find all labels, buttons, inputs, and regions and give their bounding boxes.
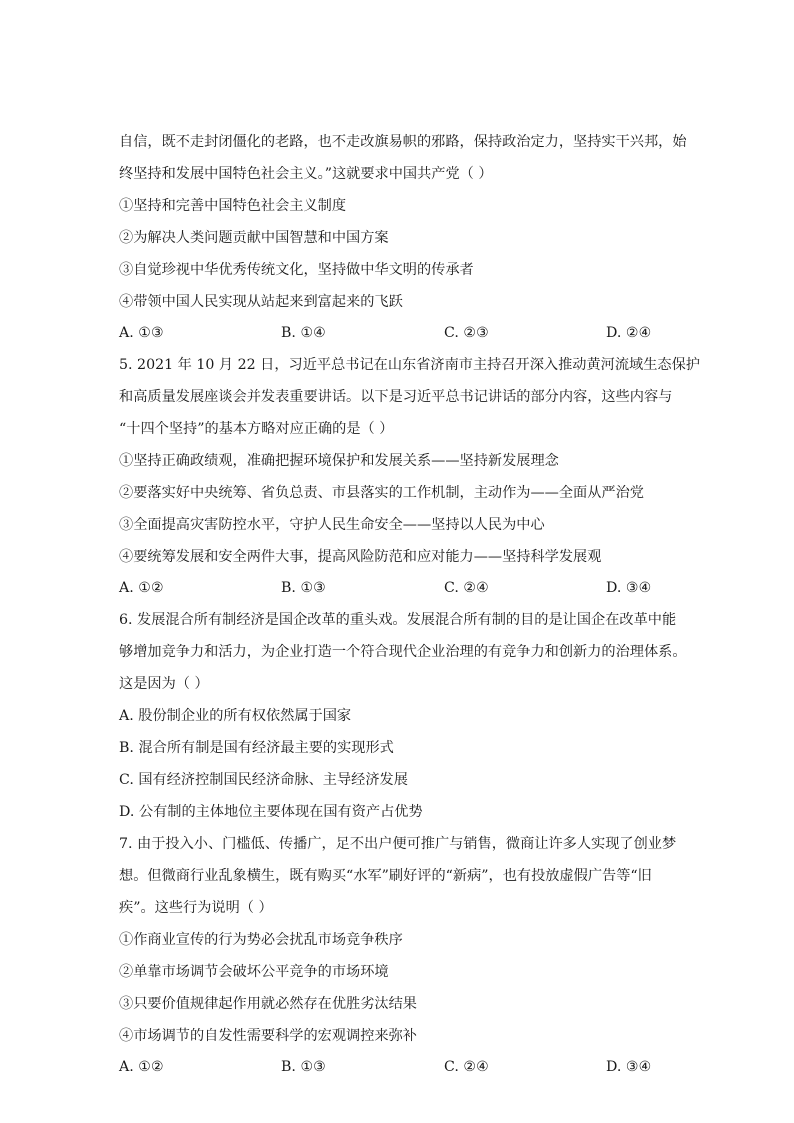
q4-stem-line-1: 自信，既不走封闭僵化的老路，也不走改旗易帜的邪路，保持政治定力，坚持实干兴邦，始	[119, 134, 687, 150]
q7-stem-line-2: 想。但微商行业乱象横生，既有购买“水军”刷好评的“新病”，也有投放虚假广告等“旧	[119, 868, 652, 884]
q4-statement-2: ②为解决人类问题贡献中国智慧和中国方案	[119, 230, 389, 246]
q7-statement-2: ②单靠市场调节会破坏公平竞争的市场环境	[119, 964, 389, 980]
q7-statement-3: ③只要价值规律起作用就必然存在优胜劣汰结果	[119, 996, 417, 1012]
q5-statement-2: ②要落实好中央统筹、省负总责、市县落实的工作机制，主动作为——全面从严治党	[119, 485, 644, 501]
q4-option-a: A. ①③	[119, 325, 164, 341]
q6-stem-line-3: 这是因为（ ）	[119, 676, 209, 692]
q4-option-b: B. ①④	[281, 325, 326, 341]
q5-option-c: C. ②④	[444, 580, 489, 596]
q6-option-c: C. 国有经济控制国民经济命脉、主导经济发展	[119, 772, 408, 788]
q5-statement-1: ①坚持正确政绩观，准确把握环境保护和发展关系——坚持新发展理念	[119, 453, 559, 469]
q4-statement-1: ①坚持和完善中国特色社会主义制度	[119, 198, 347, 214]
q5-option-a: A. ①②	[119, 580, 164, 596]
q4-option-c: C. ②③	[444, 325, 489, 341]
q4-option-d: D. ②④	[606, 325, 652, 341]
q7-statement-1: ①作商业宣传的行为势必会扰乱市场竞争秩序	[119, 932, 403, 948]
q5-option-b: B. ①③	[281, 580, 326, 596]
q6-option-a: A. 股份制企业的所有权依然属于国家	[119, 708, 352, 724]
q6-option-b: B. 混合所有制是国有经济最主要的实现形式	[119, 740, 394, 756]
q7-option-a: A. ①②	[119, 1059, 164, 1075]
q7-stem-line-3: 疾”。这些行为说明（ ）	[119, 900, 273, 916]
q5-statement-4: ④要统筹发展和安全两件大事，提高风险防范和应对能力——坚持科学发展观	[119, 549, 602, 565]
q7-option-c: C. ②④	[444, 1059, 489, 1075]
q5-stem-line-2: 和高质量发展座谈会并发表重要讲话。以下是习近平总书记讲话的部分内容，这些内容与	[119, 389, 673, 405]
q7-option-d: D. ③④	[606, 1059, 652, 1075]
q7-stem-line-1: 7. 由于投入小、门槛低、传播广，足不出户便可推广与销售，微商让许多人实现了创业梦	[119, 836, 677, 852]
q5-option-d: D. ③④	[606, 580, 652, 596]
q5-stem-line-3: “十四个坚持”的基本方略对应正确的是（ ）	[119, 421, 394, 437]
q7-option-b: B. ①③	[281, 1059, 326, 1075]
q5-stem-line-1: 5. 2021 年 10 月 22 日，习近平总书记在山东省济南市主持召开深入推动黄河流域生态保护	[119, 357, 700, 373]
q4-stem-line-2: 终坚持和发展中国特色社会主义。”这就要求中国共产党（ ）	[119, 166, 493, 182]
q4-statement-4: ④带领中国人民实现从站起来到富起来的飞跃	[119, 294, 403, 310]
q6-option-d: D. 公有制的主体地位主要体现在国有资产占优势	[119, 804, 423, 820]
q6-stem-line-2: 够增加竞争力和活力，为企业打造一个符合现代企业治理的有竞争力和创新力的治理体系。	[119, 644, 687, 660]
q6-stem-line-1: 6. 发展混合所有制经济是国企改革的重头戏。发展混合所有制的目的是让国企在改革中能	[119, 612, 677, 628]
q4-statement-3: ③自觉珍视中华优秀传统文化，坚持做中华文明的传承者	[119, 262, 474, 278]
q7-statement-4: ④市场调节的自发性需要科学的宏观调控来弥补	[119, 1028, 417, 1044]
q5-statement-3: ③全面提高灾害防控水平，守护人民生命安全——坚持以人民为中心	[119, 517, 545, 533]
